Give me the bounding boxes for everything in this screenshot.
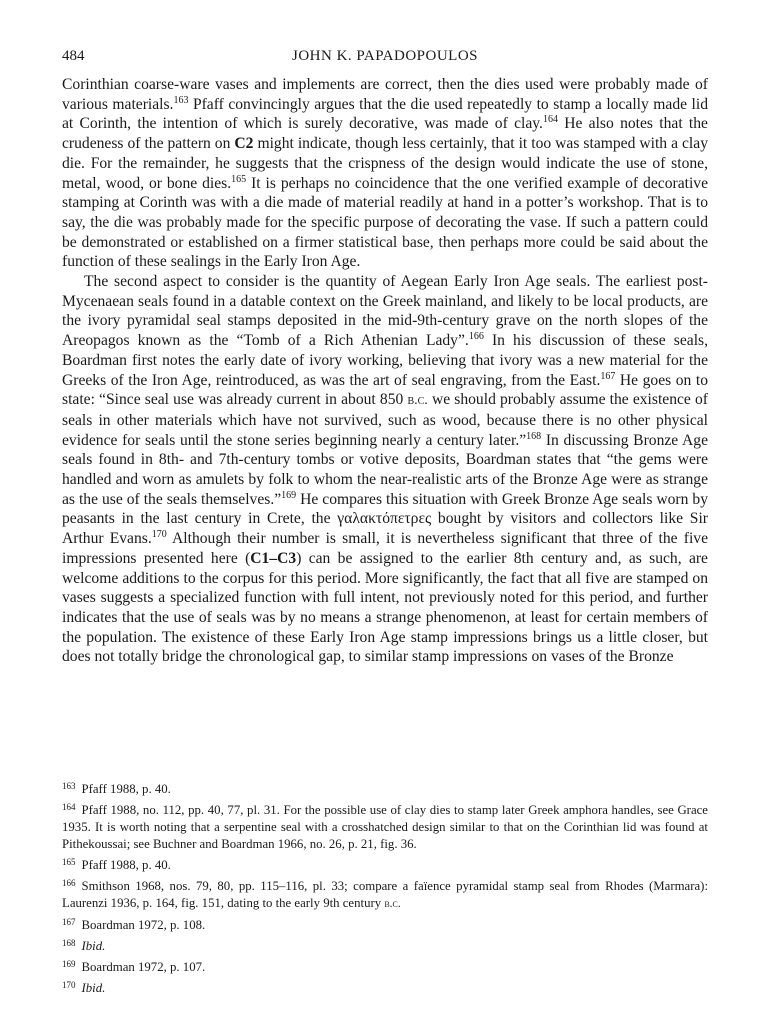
footnote-ref-163: 163 [173, 94, 189, 106]
catalog-ref-c2: C2 [234, 135, 254, 153]
footnote-163 [62, 778, 708, 798]
footnotes [62, 778, 708, 998]
footnote-text: Smithson 1968, nos. 79, 80, pp. 115–116, pl. 33; compare a faïence pyramidal stamp seal from Rhodes (Marmara): Laurenzi 1936, p. 164, fig. 151, dating to the early 9th century [62, 879, 708, 910]
text-run: ) can be assigned to the earlier 8th century and, as such, are welcome additions to the corpus for this period. More significantly, the fact that all five are stamped on vases suggests a specialized function with full intent, not previously noted for this period, and further indicates that the use of seals was by no means a strange phenomenon, at least for certain members of the population. The existence of these Early Iron Age stamp impressions brings us a little closer, but does not totally bridge the chronological gap, to similar stamp impressions on vases of the Bronze [62, 549, 708, 666]
text-run: In his discussion of these seals, Boardman first notes the early date of ivory working, believing that ivory was a new material for the Greeks of the Iron Age, reintroduced, as was the art of seal engraving, from the East. [62, 332, 708, 389]
running-head: JOHN K. PAPADOPOULOS [291, 48, 479, 64]
footnote-number: 165 [62, 857, 76, 867]
footnote-ref-166: 166 [468, 331, 484, 343]
footnote-165 [62, 854, 708, 874]
footnote-number: 163 [62, 781, 76, 791]
paragraph-1 [62, 75, 708, 272]
footnote-ref-170: 170 [151, 529, 167, 541]
page-number: 484 [62, 48, 85, 64]
footnote-170 [62, 977, 708, 997]
text-run: Corinthian coarse-ware vases and implements are correct, then the dies used were probably made of various materials. [62, 76, 708, 113]
text-run: Although their number is small, it is nevertheless significant that three of the five impressions presented here ( [62, 530, 708, 567]
text-run: Pfaff convincingly argues that the die used repeatedly to stamp a locally made lid at Corinth, the intention of which is surely decorative, was made of clay. [62, 95, 708, 133]
text-run: He also notes that the crudeness of the pattern on [62, 115, 708, 153]
footnote-number: 168 [62, 938, 76, 948]
text-run: In discussing Bronze Age seals found in 8th- and 7th-century tombs or votive deposits, Boardman states that “the gems were handled and worn as amulets by folk to whom the near-realistic arts of the Bronze Age were as strange as the use of the seals themselves.” [62, 431, 709, 508]
page-header [62, 48, 708, 68]
text-run: might indicate, though less certainly, that it too was stamped with a clay die. For the remainder, he suggests that the crispness of the design would indicate the use of stone, metal, wood, or bone dies. [62, 135, 708, 192]
paragraph-2 [62, 272, 708, 667]
footnote-166 [62, 875, 708, 913]
footnote-text: Pfaff 1988, p. 40. [81, 858, 171, 872]
era-abbrev: b.c. [407, 392, 428, 409]
footnote-number: 167 [62, 917, 76, 927]
footnote-ref-167: 167 [600, 370, 616, 382]
text-run: He goes on to state: “Since seal use was already current in about 850 [62, 371, 708, 409]
footnote-number: 169 [62, 959, 76, 969]
body-text [62, 75, 708, 667]
footnote-ref-165: 165 [231, 173, 247, 185]
text-run: we should probably assume the existence of seals in other materials which have not survived, such as wood, because there is no other physical evidence for seals until the stone series beginning nearly a century later.” [62, 391, 708, 449]
text-run: He compares this situation with Greek Bronze Age seals worn by peasants in the last century in Crete, the γαλακτόπετρες bought by visitors and collectors like Sir Arthur Evans. [62, 490, 708, 548]
footnote-number: 170 [62, 980, 76, 990]
footnote-text: Pfaff 1988, p. 40. [81, 782, 171, 796]
footnote-number: 166 [62, 878, 76, 888]
text-run: The second aspect to consider is the quantity of Aegean Early Iron Age seals. The earliest post-Mycenaean seals found in a datable context on the Greek mainland, and likely to be local products, are the ivory pyramidal seal stamps deposited in the mid-9th-century grave on the north slopes of the Areopagos known as the “Tomb of a Rich Athenian Lady”. [62, 273, 708, 350]
footnote-text: Pfaff 1988, no. 112, pp. 40, 77, pl. 31. For the possible use of clay dies to stamp later Greek amphora handles, see Grace 1935. It is worth noting that a serpentine seal with a crosshatched design similar to that on the Corinthian lid was found at Pithekoussai; see Buchner and Boardman 1966, no. 26, p. 21, fig. 36. [62, 803, 708, 851]
footnote-text: Boardman 1972, p. 108. [81, 918, 206, 932]
footnote-number: 164 [62, 802, 76, 812]
footnote-164 [62, 799, 708, 853]
footnote-text: Boardman 1972, p. 107. [81, 960, 206, 974]
footnote-169 [62, 956, 708, 976]
era-abbrev: b.c. [384, 898, 401, 910]
catalog-ref-c1-c3: C1–C3 [250, 549, 297, 567]
footnote-ref-168: 168 [526, 430, 542, 442]
footnote-167 [62, 914, 708, 934]
footnote-ref-169: 169 [281, 489, 297, 501]
text-run: It is perhaps no coincidence that the one verified example of decorative stamping at Corinth was with a die made of material readily at hand in a potter’s workshop. That is to say, the die was probably made for the specific purpose of decorating the vase. If such a pattern could be demonstrated or established on a firmer statistical base, then perhaps more could be said about the function of these sealings in the Early Iron Age. [62, 174, 708, 271]
footnote-168 [62, 935, 708, 955]
footnote-text: Ibid. [81, 939, 106, 953]
footnote-text: Ibid. [81, 981, 106, 995]
footnote-ref-164: 164 [542, 114, 558, 126]
